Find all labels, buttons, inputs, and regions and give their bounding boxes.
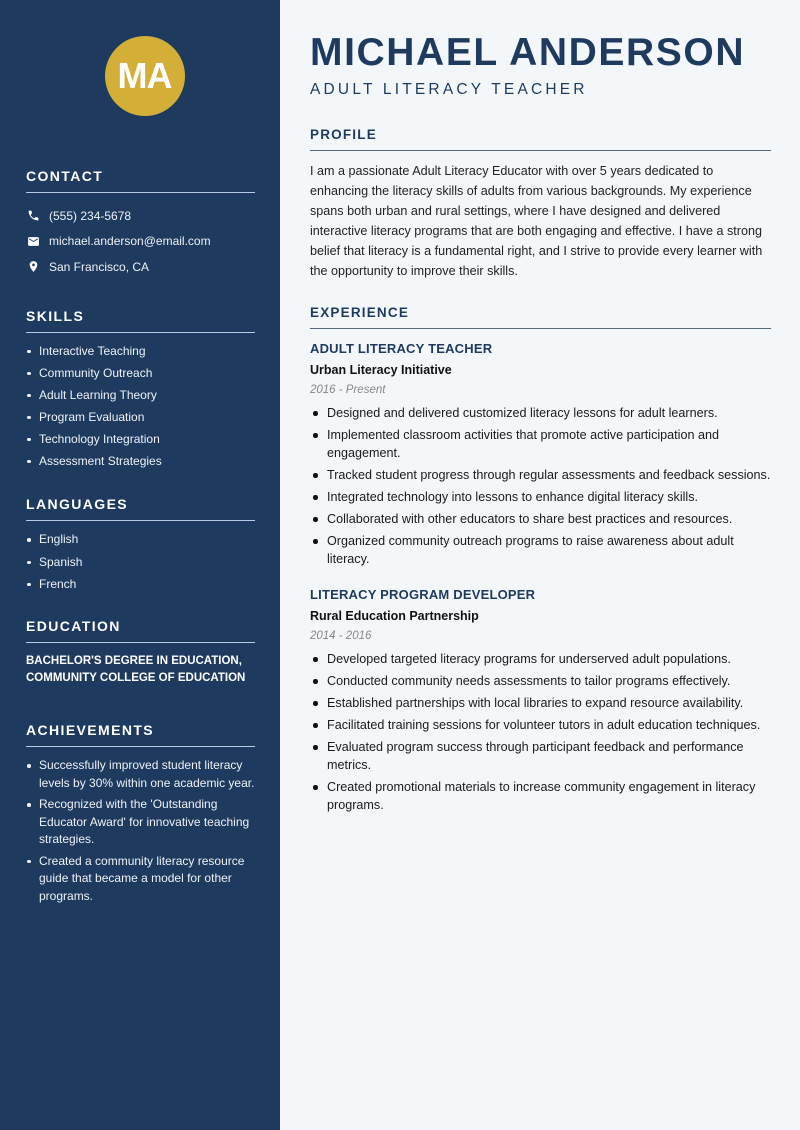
achievement-item: Successfully improved student literacy levels by 30% within one academic year. [26,757,255,792]
profile-heading: PROFILE [310,127,771,151]
skill-item: Assessment Strategies [26,453,255,471]
language-item: French [26,576,255,594]
achievements-section [26,722,255,905]
profile-text: I am a passionate Adult Literacy Educator with over 5 years dedicated to enhancing the literacy skills of adults from various backgrounds. My experience spans both urban and rural settings, where I have designed and delivered interactive literacy programs that are both engaging and effective. I have a strong belief that literacy is a fundamental right, and I strive to provide every learner with the opportunity to improve their skills. [310,164,763,278]
job-bullet: Collaborated with other educators to share best practices and resources. [310,510,771,528]
skills-list [26,343,255,471]
education-degree: BACHELOR'S DEGREE IN EDUCATION, COMMUNITY COLLEGE OF EDUCATION [26,655,246,685]
job-bullet: Designed and delivered customized literacy lessons for adult learners. [310,404,771,422]
achievements-heading: ACHIEVEMENTS [26,722,255,747]
achievement-item: Recognized with the 'Outstanding Educator Award' for innovative teaching strategies. [26,796,255,849]
education-section [26,618,255,687]
location-text: San Francisco, CA [49,259,150,274]
job-bullet: Integrated technology into lessons to enhance digital literacy skills. [310,488,771,506]
languages-section [26,496,255,593]
job-role: ADULT LITERACY TEACHER [310,341,493,356]
languages-heading: LANGUAGES [26,496,255,521]
skill-item: Community Outreach [26,365,255,383]
language-item: Spanish [26,554,255,572]
main-content [280,0,800,1130]
job-bullets [310,650,771,814]
job-entry [310,341,771,568]
job-bullet: Developed targeted literacy programs for underserved adult populations. [310,650,771,668]
skill-item: Program Evaluation [26,409,255,427]
job-dates: 2016 - Present [310,384,386,396]
experience-heading: EXPERIENCE [310,305,771,329]
skill-item: Interactive Teaching [26,343,255,361]
skill-item: Technology Integration [26,431,255,449]
profile-section [310,127,771,281]
education-heading: EDUCATION [26,618,255,643]
avatar-container [26,36,255,116]
mail-icon [26,234,40,248]
job-bullet: Conducted community needs assessments to tailor programs effectively. [310,672,771,690]
experience-section [310,305,771,814]
job-entry [310,587,771,814]
job-company: Rural Education Partnership [310,609,479,623]
contact-list [26,203,255,280]
avatar: MA [105,36,185,116]
achievement-item: Created a community literacy resource guide that became a model for other programs. [26,853,255,906]
languages-list [26,531,255,593]
sidebar [0,0,280,1130]
contact-heading: CONTACT [26,168,255,193]
skills-heading: SKILLS [26,308,255,333]
job-role: LITERACY PROGRAM DEVELOPER [310,587,536,602]
location-pin-icon [26,260,40,274]
contact-section [26,168,255,280]
job-bullet: Established partnerships with local libraries to expand resource availability. [310,694,771,712]
contact-location [26,254,255,280]
job-bullet: Facilitated training sessions for volunteer tutors in adult education techniques. [310,716,771,734]
phone-text[interactable]: (555) 234-5678 [49,208,132,223]
job-bullets [310,404,771,568]
job-dates: 2014 - 2016 [310,630,372,642]
job-bullet: Implemented classroom activities that promote active participation and engagement. [310,426,771,462]
job-bullet: Tracked student progress through regular assessments and feedback sessions. [310,466,771,484]
email-link[interactable]: michael.anderson@email.com [49,234,211,249]
candidate-name: MICHAEL ANDERSON [310,31,746,74]
language-item: English [26,531,255,549]
skill-item: Adult Learning Theory [26,387,255,405]
candidate-title: ADULT LITERACY TEACHER [310,81,588,98]
achievements-list [26,757,255,905]
skills-section [26,308,255,471]
job-company: Urban Literacy Initiative [310,363,452,377]
job-bullet: Created promotional materials to increase community engagement in literacy programs. [310,778,771,814]
contact-phone [26,203,255,229]
job-bullet: Organized community outreach programs to raise awareness about adult literacy. [310,532,771,568]
job-bullet: Evaluated program success through participant feedback and performance metrics. [310,738,771,774]
contact-email [26,229,255,255]
phone-icon [26,209,40,223]
